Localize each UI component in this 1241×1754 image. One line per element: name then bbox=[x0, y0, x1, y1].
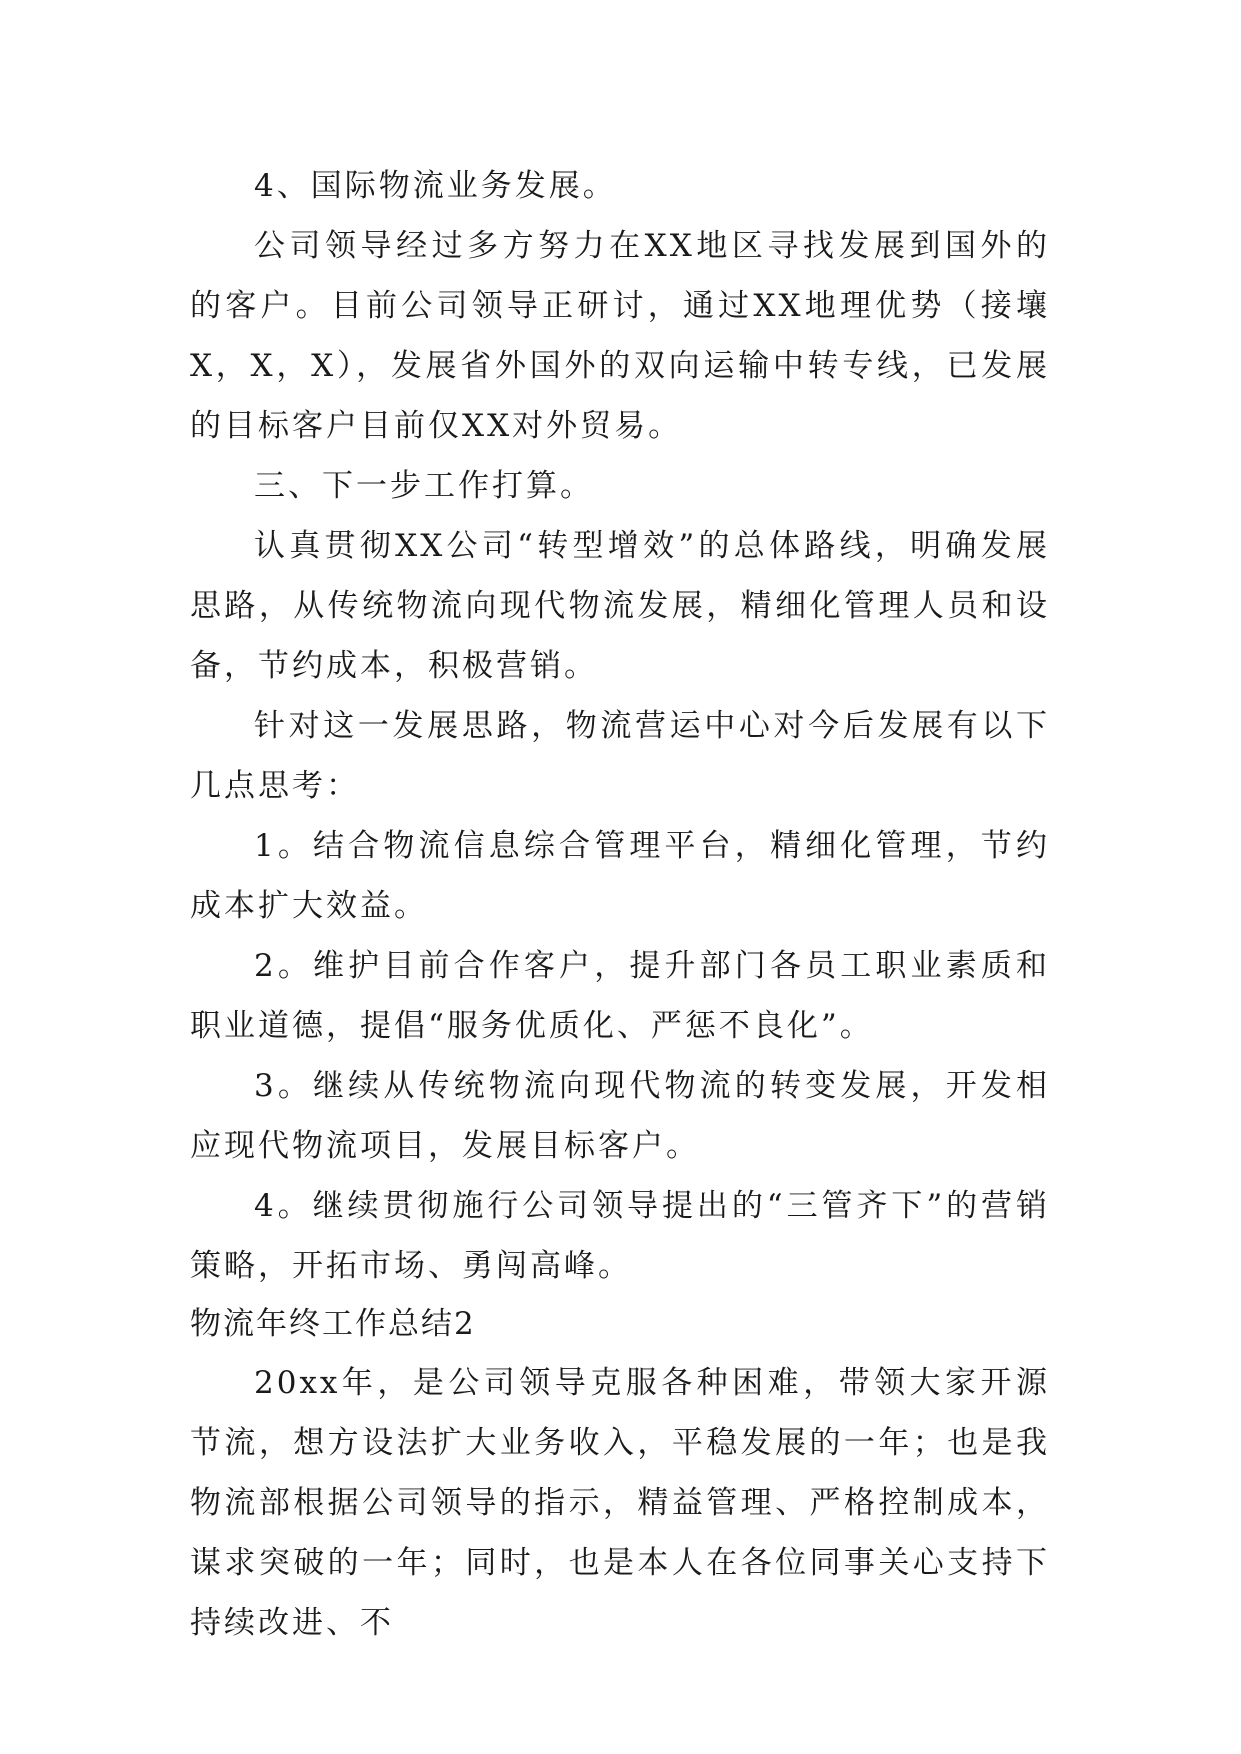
paragraph-thoughts-intro: 针对这一发展思路，物流营运中心对今后发展有以下几点思考： bbox=[190, 708, 1050, 804]
paragraph-intl-logistics-heading: 4、国际物流业务发展。 bbox=[254, 168, 617, 204]
section-title: 物流年终工作总结2 bbox=[190, 1306, 476, 1342]
paragraph-point-4: 4。继续贯彻施行公司领导提出的“三管齐下”的营销策略，开拓市场、勇闯高峰。 bbox=[190, 1188, 1050, 1284]
paragraph-strategy: 认真贯彻XX公司“转型增效”的总体路线，明确发展思路，从传统物流向现代物流发展，精细化管理人员和设备，节约成本，积极营销。 bbox=[190, 528, 1050, 684]
paragraph-point-2: 2。维护目前合作客户，提升部门各员工职业素质和职业道德，提倡“服务优质化、严惩不良化”。 bbox=[190, 948, 1050, 1044]
paragraph-intl-logistics-body: 公司领导经过多方努力在XX地区寻找发展到国外的的客户。目前公司领导正研讨，通过XX地理优势（接壤X，X，X），发展省外国外的双向运输中转专线，已发展的目标客户目前仅XX对外贸易。 bbox=[190, 228, 1050, 444]
document-body bbox=[190, 156, 1050, 1653]
paragraph-summary-2-body: 20xx年，是公司领导克服各种困难，带领大家开源节流，想方设法扩大业务收入，平稳发展的一年；也是我物流部根据公司领导的指示，精益管理、严格控制成本，谋求突破的一年；同时，也是本人在各位同事关心支持下持续改进、不 bbox=[190, 1365, 1050, 1641]
paragraph-point-1: 1。结合物流信息综合管理平台，精细化管理，节约成本扩大效益。 bbox=[190, 828, 1050, 924]
paragraph-point-3: 3。继续从传统物流向现代物流的转变发展，开发相应现代物流项目，发展目标客户。 bbox=[190, 1068, 1050, 1164]
paragraph-next-steps-heading: 三、下一步工作打算。 bbox=[254, 468, 594, 504]
